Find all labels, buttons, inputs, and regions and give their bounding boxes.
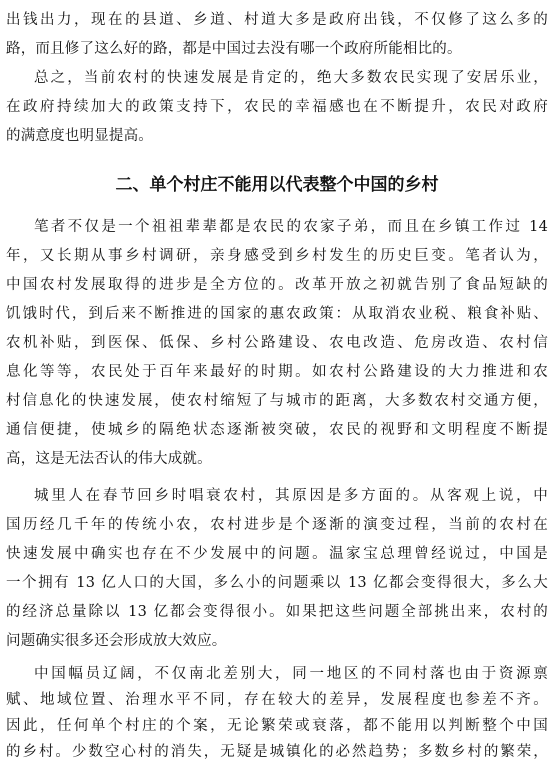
text-line: 年，又长期从事乡村调研，亲身感受到乡村发生的历史巨变。笔者认为， bbox=[6, 248, 548, 264]
text-line: 农机补贴，到医保、低保、乡村公路建设、农电改造、危房改造、农村信 bbox=[6, 335, 548, 351]
text-line: 赋、地域位置、治理水平不同，存在较大的差异，发展程度也参差不齐。 bbox=[6, 692, 548, 708]
section-heading: 二、单个村庄不能用以代表整个中国的乡村 bbox=[115, 175, 439, 195]
text-line: 一个拥有 13 亿人口的大国，多么小的问题乘以 13 亿都会变得很大，多么大 bbox=[6, 575, 548, 591]
text-line: 村信息化的快速发展，使农村缩短了与城市的距离，大多数农村交通方便， bbox=[6, 393, 548, 409]
text-line: 中国农村发展取得的进步是全方位的。改革开放之初就告别了食品短缺的 bbox=[6, 277, 548, 293]
text-line: 问题确实很多还会形成放大效应。 bbox=[6, 633, 227, 649]
text-line: 高，这是无法否认的伟大成就。 bbox=[6, 451, 212, 467]
text-line: 总之，当前农村的快速发展是肯定的，绝大多数农民实现了安居乐业， bbox=[34, 70, 548, 86]
text-line: 笔者不仅是一个祖祖辈辈都是农民的农家子弟，而且在乡镇工作过 14 bbox=[34, 219, 548, 235]
text-line: 的乡村。少数空心村的消失，无疑是城镇化的必然趋势；多数乡村的繁荣， bbox=[6, 744, 548, 760]
text-line: 路，而且修了这么好的路，都是中国过去没有哪一个政府所能相比的。 bbox=[6, 41, 462, 57]
text-line: 饥饿时代，到后来不断推进的国家的惠农政策：从取消农业税、粮食补贴、 bbox=[6, 306, 548, 322]
text-line: 的经济总量除以 13 亿都会变得很小。如果把这些问题全部挑出来，农村的 bbox=[6, 604, 548, 620]
text-line: 出钱出力，现在的县道、乡道、村道大多是政府出钱，不仅修了这么多的 bbox=[6, 12, 548, 28]
text-line: 中国幅员辽阔，不仅南北差别大，同一地区的不同村落也由于资源禀 bbox=[34, 666, 548, 682]
text-line: 息化等等，农民处于百年来最好的时期。如农村公路建设的大力推进和农 bbox=[6, 364, 548, 380]
text-line: 通信便捷，使城乡的隔绝状态逐渐被突破，农民的视野和文明程度不断提 bbox=[6, 422, 548, 438]
text-line: 国历经几千年的传统小农，农村进步是个逐渐的演变过程，当前的农村在 bbox=[6, 517, 548, 533]
text-line: 城里人在春节回乡时唱衰农村，其原因是多方面的。从客观上说，中 bbox=[34, 488, 548, 504]
text-line: 因此，任何单个村庄的个案，无论繁荣或衰落，都不能用以判断整个中国 bbox=[6, 718, 548, 734]
text-line: 在政府持续加大的政策支持下，农民的幸福感也在不断提升，农民对政府 bbox=[6, 99, 548, 115]
text-line: 快速发展中确实也存在不少发展中的问题。温家宝总理曾经说过，中国是 bbox=[6, 546, 548, 562]
text-line: 的满意度也明显提高。 bbox=[6, 128, 153, 144]
